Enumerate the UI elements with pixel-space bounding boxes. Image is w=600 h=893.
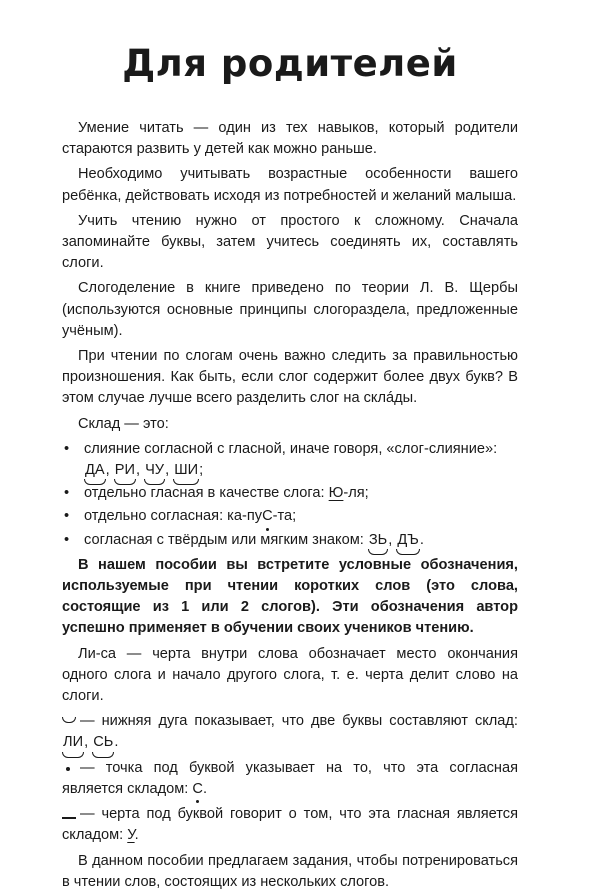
line-example: У	[127, 827, 135, 844]
syllable-example: ЧУ	[145, 460, 164, 481]
paragraph-4: Слогоделение в книге приведено по теории Л. В. Щербы (используются основные принципы слогораздела, предложенные учёным).	[62, 280, 518, 339]
line-symbol-explanation: — черта под буквой говорит о том, что эта гласная является складом: У.	[62, 806, 518, 844]
arc-example: СЬ	[93, 732, 113, 753]
sklad-list	[62, 439, 518, 551]
underline-icon	[62, 808, 76, 818]
paragraph-6: Склад — это:	[78, 415, 169, 432]
list-item: • отдельно согласная: ка-пуС-та;	[62, 506, 518, 527]
paragraph-5: При чтении по слогам очень важно следить за правильностью произношения. Как быть, если слог содержит более двух букв? В этом случае лучше всего разделить слог на склáды.	[62, 348, 518, 407]
page-title: Для родителей	[122, 42, 458, 85]
bold-note: В нашем пособии вы встретите условные обозначения, используемые при чтении коротких слов (это слова, состоящие из 1 или 2 слогов). Эти обозначения автор успешно применяет в обучении своих учеников чтению.	[62, 556, 518, 637]
vowel-example: Ю	[328, 485, 344, 502]
paragraph-3: Учить чтению нужно от простого к сложному. Сначала запоминайте буквы, затем учитесь соединять их, составлять слоги.	[62, 212, 518, 272]
consonant-example: С	[262, 506, 273, 527]
syllable-example: ШИ	[174, 460, 198, 481]
text-body	[62, 118, 518, 893]
dot-symbol-explanation: — точка под буквой указывает на то, что эта согласная является складом: С.	[62, 758, 518, 800]
syllable-example: ДЪ	[397, 530, 418, 551]
arc-example: ЛИ	[63, 732, 83, 753]
paragraph-2: Необходимо учитывать возрастные особенности вашего ребёнка, действовать исходя из потребностей и желаний малыша.	[62, 166, 518, 204]
list-item: • отдельно гласная в качестве слога: Ю-ля;	[62, 483, 518, 504]
dot-example: С	[192, 779, 203, 800]
dot-icon	[62, 762, 76, 772]
paragraph-1: Умение читать — один из тех навыков, который родители стараются развить у детей как можно раньше.	[62, 120, 518, 158]
dash-symbol-explanation: Ли-са — черта внутри слова обозначает место окончания одного слога и начало другого слога, т. е. черта делит слово на слоги.	[62, 645, 518, 705]
closing-paragraph: В данном пособии предлагаем задания, чтобы потренироваться в чтении слов, состоящих из нескольких слогов.	[62, 852, 518, 890]
syllable-example: РИ	[115, 460, 135, 481]
syllable-example: ЗЬ	[369, 530, 387, 551]
arc-icon	[62, 715, 76, 725]
list-item: • слияние согласной с гласной, иначе говоря, «слог-слияние»: ДА, РИ, ЧУ, ШИ;	[62, 439, 518, 481]
list-item: • согласная с твёрдым или мягким знаком: ЗЬ, ДЪ.	[62, 530, 518, 551]
arc-symbol-explanation: — нижняя дуга показывает, что две буквы составляют склад: ЛИ, СЬ.	[62, 711, 518, 753]
syllable-example: ДА	[85, 460, 105, 481]
